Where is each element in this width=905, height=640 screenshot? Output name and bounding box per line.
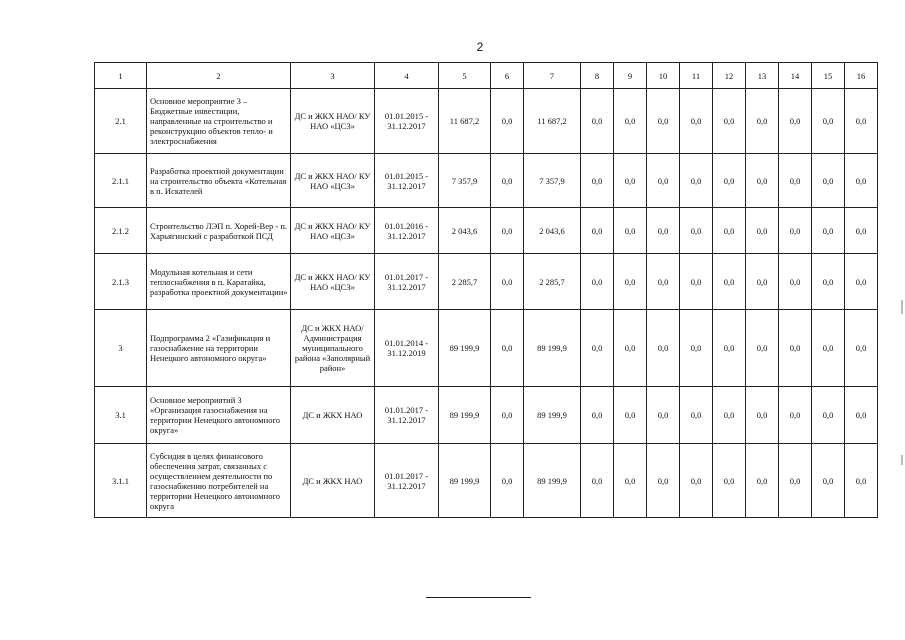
amount-cell: 0,0	[491, 154, 524, 208]
activity-name-cell: Подпрограмма 2 «Газификация и газоснабжение на территории Ненецкого автономного округа»	[147, 310, 291, 387]
amount-cell: 0,0	[581, 208, 614, 254]
amount-cell: 89 199,9	[439, 310, 491, 387]
amount-cell: 0,0	[491, 310, 524, 387]
amount-cell: 0,0	[812, 89, 845, 154]
column-header: 15	[812, 63, 845, 89]
amount-cell: 0,0	[812, 254, 845, 310]
row-number-cell: 2.1.3	[95, 254, 147, 310]
amount-cell: 0,0	[713, 208, 746, 254]
amount-cell: 0,0	[647, 444, 680, 518]
amount-cell: 0,0	[713, 89, 746, 154]
period-cell: 01.01.2014 - 31.12.2019	[375, 310, 439, 387]
amount-cell: 2 285,7	[439, 254, 491, 310]
amount-cell: 0,0	[845, 154, 878, 208]
amount-cell: 0,0	[713, 154, 746, 208]
amount-cell: 0,0	[647, 310, 680, 387]
amount-cell: 89 199,9	[524, 444, 581, 518]
amount-cell: 2 043,6	[524, 208, 581, 254]
column-header: 4	[375, 63, 439, 89]
table-row	[95, 444, 878, 518]
amount-cell: 0,0	[845, 254, 878, 310]
amount-cell: 0,0	[581, 387, 614, 444]
amount-cell: 0,0	[614, 387, 647, 444]
row-number-cell: 2.1.2	[95, 208, 147, 254]
amount-cell: 0,0	[614, 154, 647, 208]
period-cell: 01.01.2015 - 31.12.2017	[375, 154, 439, 208]
amount-cell: 0,0	[845, 387, 878, 444]
column-header: 13	[746, 63, 779, 89]
amount-cell: 0,0	[680, 387, 713, 444]
column-header: 5	[439, 63, 491, 89]
row-number-cell: 2.1	[95, 89, 147, 154]
amount-cell: 0,0	[779, 89, 812, 154]
table-row	[95, 154, 878, 208]
footer-divider	[426, 597, 531, 598]
amount-cell: 0,0	[647, 154, 680, 208]
amount-cell: 0,0	[614, 208, 647, 254]
amount-cell: 0,0	[779, 254, 812, 310]
column-header: 1	[95, 63, 147, 89]
amount-cell: 0,0	[779, 444, 812, 518]
amount-cell: 0,0	[713, 444, 746, 518]
executor-cell: ДС и ЖКХ НАО/ КУ НАО «ЦСЗ»	[291, 154, 375, 208]
program-table	[94, 62, 878, 518]
amount-cell: 89 199,9	[439, 387, 491, 444]
row-number-cell: 3.1.1	[95, 444, 147, 518]
amount-cell: 0,0	[647, 387, 680, 444]
activity-name-cell: Модульная котельная и сети теплоснабжения в п. Каратайка, разработка проектной документации»	[147, 254, 291, 310]
amount-cell: 0,0	[812, 310, 845, 387]
table-body	[95, 89, 878, 518]
amount-cell: 0,0	[746, 387, 779, 444]
executor-cell: ДС и ЖКХ НАО	[291, 444, 375, 518]
amount-cell: 0,0	[746, 89, 779, 154]
amount-cell: 0,0	[779, 208, 812, 254]
amount-cell: 0,0	[680, 444, 713, 518]
amount-cell: 0,0	[812, 387, 845, 444]
amount-cell: 0,0	[647, 208, 680, 254]
row-number-cell: 2.1.1	[95, 154, 147, 208]
amount-cell: 0,0	[746, 254, 779, 310]
amount-cell: 0,0	[713, 387, 746, 444]
amount-cell: 0,0	[581, 89, 614, 154]
scan-edge-mark	[901, 300, 903, 314]
amount-cell: 0,0	[779, 387, 812, 444]
amount-cell: 0,0	[746, 310, 779, 387]
amount-cell: 0,0	[845, 310, 878, 387]
amount-cell: 0,0	[614, 310, 647, 387]
table-row	[95, 89, 878, 154]
amount-cell: 0,0	[713, 254, 746, 310]
period-cell: 01.01.2015 - 31.12.2017	[375, 89, 439, 154]
amount-cell: 11 687,2	[439, 89, 491, 154]
column-header: 12	[713, 63, 746, 89]
amount-cell: 89 199,9	[524, 387, 581, 444]
period-cell: 01.01.2017 - 31.12.2017	[375, 387, 439, 444]
amount-cell: 0,0	[812, 444, 845, 518]
amount-cell: 0,0	[845, 444, 878, 518]
amount-cell: 0,0	[680, 154, 713, 208]
amount-cell: 0,0	[746, 444, 779, 518]
scan-edge-mark	[901, 455, 903, 465]
column-header: 3	[291, 63, 375, 89]
table-row	[95, 387, 878, 444]
row-number-cell: 3.1	[95, 387, 147, 444]
activity-name-cell: Основное мероприятий 3 «Организация газоснабжения на территории Ненецкого автономного округа»	[147, 387, 291, 444]
header-row	[95, 63, 878, 89]
amount-cell: 0,0	[581, 254, 614, 310]
table-row	[95, 254, 878, 310]
amount-cell: 0,0	[746, 208, 779, 254]
period-cell: 01.01.2017 - 31.12.2017	[375, 444, 439, 518]
activity-name-cell: Строительство ЛЭП п. Хорей-Вер - п. Харьягинский с разработкой ПСД	[147, 208, 291, 254]
amount-cell: 0,0	[581, 310, 614, 387]
executor-cell: ДС и ЖКХ НАО	[291, 387, 375, 444]
column-header: 6	[491, 63, 524, 89]
column-header: 11	[680, 63, 713, 89]
amount-cell: 0,0	[713, 310, 746, 387]
amount-cell: 89 199,9	[439, 444, 491, 518]
amount-cell: 0,0	[845, 89, 878, 154]
activity-name-cell: Основное мероприятие 3 – Бюджетные инвестиции, направленные на строительство и реконструкцию объектов тепло- и электроснабжения	[147, 89, 291, 154]
amount-cell: 0,0	[746, 154, 779, 208]
amount-cell: 0,0	[812, 154, 845, 208]
amount-cell: 7 357,9	[439, 154, 491, 208]
amount-cell: 0,0	[680, 254, 713, 310]
column-header: 2	[147, 63, 291, 89]
column-header: 7	[524, 63, 581, 89]
amount-cell: 11 687,2	[524, 89, 581, 154]
column-header: 8	[581, 63, 614, 89]
executor-cell: ДС и ЖКХ НАО/ Администрация муниципального района «Заполярный район»	[291, 310, 375, 387]
column-header: 14	[779, 63, 812, 89]
period-cell: 01.01.2016 - 31.12.2017	[375, 208, 439, 254]
activity-name-cell: Разработка проектной документации на строительство объекта «Котельная в п. Искателей	[147, 154, 291, 208]
table-row	[95, 208, 878, 254]
column-header: 10	[647, 63, 680, 89]
amount-cell: 0,0	[779, 154, 812, 208]
table-row	[95, 310, 878, 387]
amount-cell: 0,0	[491, 208, 524, 254]
amount-cell: 0,0	[491, 444, 524, 518]
column-header: 16	[845, 63, 878, 89]
amount-cell: 0,0	[779, 310, 812, 387]
amount-cell: 2 043,6	[439, 208, 491, 254]
amount-cell: 0,0	[614, 254, 647, 310]
row-number-cell: 3	[95, 310, 147, 387]
executor-cell: ДС и ЖКХ НАО/ КУ НАО «ЦСЗ»	[291, 208, 375, 254]
amount-cell: 0,0	[614, 89, 647, 154]
amount-cell: 0,0	[581, 154, 614, 208]
amount-cell: 0,0	[491, 89, 524, 154]
period-cell: 01.01.2017 - 31.12.2017	[375, 254, 439, 310]
amount-cell: 0,0	[845, 208, 878, 254]
amount-cell: 0,0	[680, 89, 713, 154]
amount-cell: 0,0	[491, 387, 524, 444]
amount-cell: 0,0	[614, 444, 647, 518]
amount-cell: 0,0	[647, 89, 680, 154]
amount-cell: 89 199,9	[524, 310, 581, 387]
amount-cell: 0,0	[581, 444, 614, 518]
amount-cell: 0,0	[680, 310, 713, 387]
amount-cell: 0,0	[647, 254, 680, 310]
page-number: 2	[476, 40, 484, 54]
executor-cell: ДС и ЖКХ НАО/ КУ НАО «ЦСЗ»	[291, 89, 375, 154]
amount-cell: 2 285,7	[524, 254, 581, 310]
activity-name-cell: Субсидия в целях финансового обеспечения затрат, связанных с осуществлением деятельности по газоснабжению потребителей на территории Ненецкого автономного округа	[147, 444, 291, 518]
column-header: 9	[614, 63, 647, 89]
amount-cell: 7 357,9	[524, 154, 581, 208]
executor-cell: ДС и ЖКХ НАО/ КУ НАО «ЦСЗ»	[291, 254, 375, 310]
amount-cell: 0,0	[812, 208, 845, 254]
amount-cell: 0,0	[680, 208, 713, 254]
amount-cell: 0,0	[491, 254, 524, 310]
